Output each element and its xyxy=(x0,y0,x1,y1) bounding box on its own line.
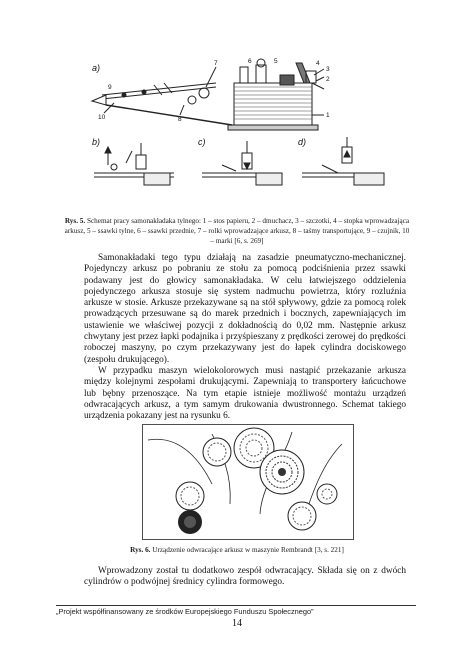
page-number: 14 xyxy=(232,618,242,629)
figure-5-diagram xyxy=(84,55,394,215)
figure-5-caption-label: Rys. 5. xyxy=(64,217,86,225)
panel-label-d: d) xyxy=(298,137,307,147)
part-number: 9 xyxy=(108,84,112,91)
paragraph: Wprowadzony został tu dodatkowo zespół odwracający. Składa się on z dwóch cylindrów o podwójnej średnicy cylindra formowego. xyxy=(84,566,406,588)
panel-label-a: a) xyxy=(92,63,101,73)
figure-5-caption xyxy=(64,216,410,246)
part-number: 10 xyxy=(98,114,106,121)
cylinder xyxy=(178,510,202,534)
part-number: 7 xyxy=(214,60,218,67)
figure-6-caption-label: Rys. 6. xyxy=(130,546,151,554)
panel-label-b: b) xyxy=(92,137,101,147)
part-number: 6 xyxy=(248,58,252,65)
cylinder xyxy=(176,482,204,510)
cylinder xyxy=(260,450,304,494)
cylinder xyxy=(203,438,231,466)
cylinder xyxy=(317,484,337,504)
figure-6-caption xyxy=(64,545,410,555)
part-number: 8 xyxy=(178,116,182,123)
body-text-upper xyxy=(84,253,406,422)
paragraph: W przypadku maszyn wielokolorowych musi nastąpić przekazanie arkusza między kolejnymi zespołami drukującymi. Zapewniają to transportery łańcuchowe lub bębny przenoszące. Na tym etapie istnieje możliwość montażu urządzeń odwracających arkusz, a tym samym drukowania dwustronnego. Schemat takiego urządzenia pokazany jest na rysunku 6. xyxy=(84,365,406,422)
figure-6-caption-text: Urządzenie odwracające arkusz w maszynie Rembrandt [3, s. 221] xyxy=(152,546,344,554)
footer-divider xyxy=(56,605,416,606)
part-number: 1 xyxy=(326,112,330,119)
part-number: 5 xyxy=(274,58,278,65)
part-number: 4 xyxy=(316,60,320,67)
footer-project-text: „Projekt współfinansowany ze środków Europejskiego Funduszu Społecznego” xyxy=(56,607,314,616)
figure-5-caption-text: Schemat pracy samonakładaka tylnego: 1 – stos papieru, 2 – dmuchacz, 3 – szczotki, 4 – stopka wprowadzająca arkusz, 5 – ssawki tylne, 6 – ssawki przednie, 7 – rolki wprowadzające arkusz, 8 – taśmy transportujące, 9 – czujnik, 10 – marki [6, s. 269] xyxy=(64,217,410,245)
paragraph: Samonakładaki tego typu działają na zasadzie pneumatyczno-mechanicznej. Pojedynczy arkusz po pobraniu ze stołu za pomocą podciśnienia przez ssawki podawany jest do głowicy samonakładaka. W celu łatwiejszego oddzielenia pojedynczego arkusza stosuje się system nadmuchu powietrza, który rozluźnia arkusze w stosie. Arkusze przekazywane są na stół spływowy, gdzie za pomocą rolek prowadzących przesuwane są do marek przednich i bocznych, zapewniających im ustawienie we właściwej pozycji z dokładnością do 0,02 mm. Następnie arkusz chwytany jest przez łapki podajnika i przyśpieszany z prędkości zerowej do prędkości roboczej maszyny, po czym przekazywany jest do łapek cylindra dociskowego (zespołu drukującego). xyxy=(84,253,406,365)
part-number: 2 xyxy=(326,76,330,83)
body-text-lower xyxy=(84,566,406,589)
panel-label-c: c) xyxy=(198,137,206,147)
figure-6-diagram xyxy=(142,424,354,540)
part-number: 3 xyxy=(326,66,330,73)
cylinder xyxy=(288,502,316,530)
